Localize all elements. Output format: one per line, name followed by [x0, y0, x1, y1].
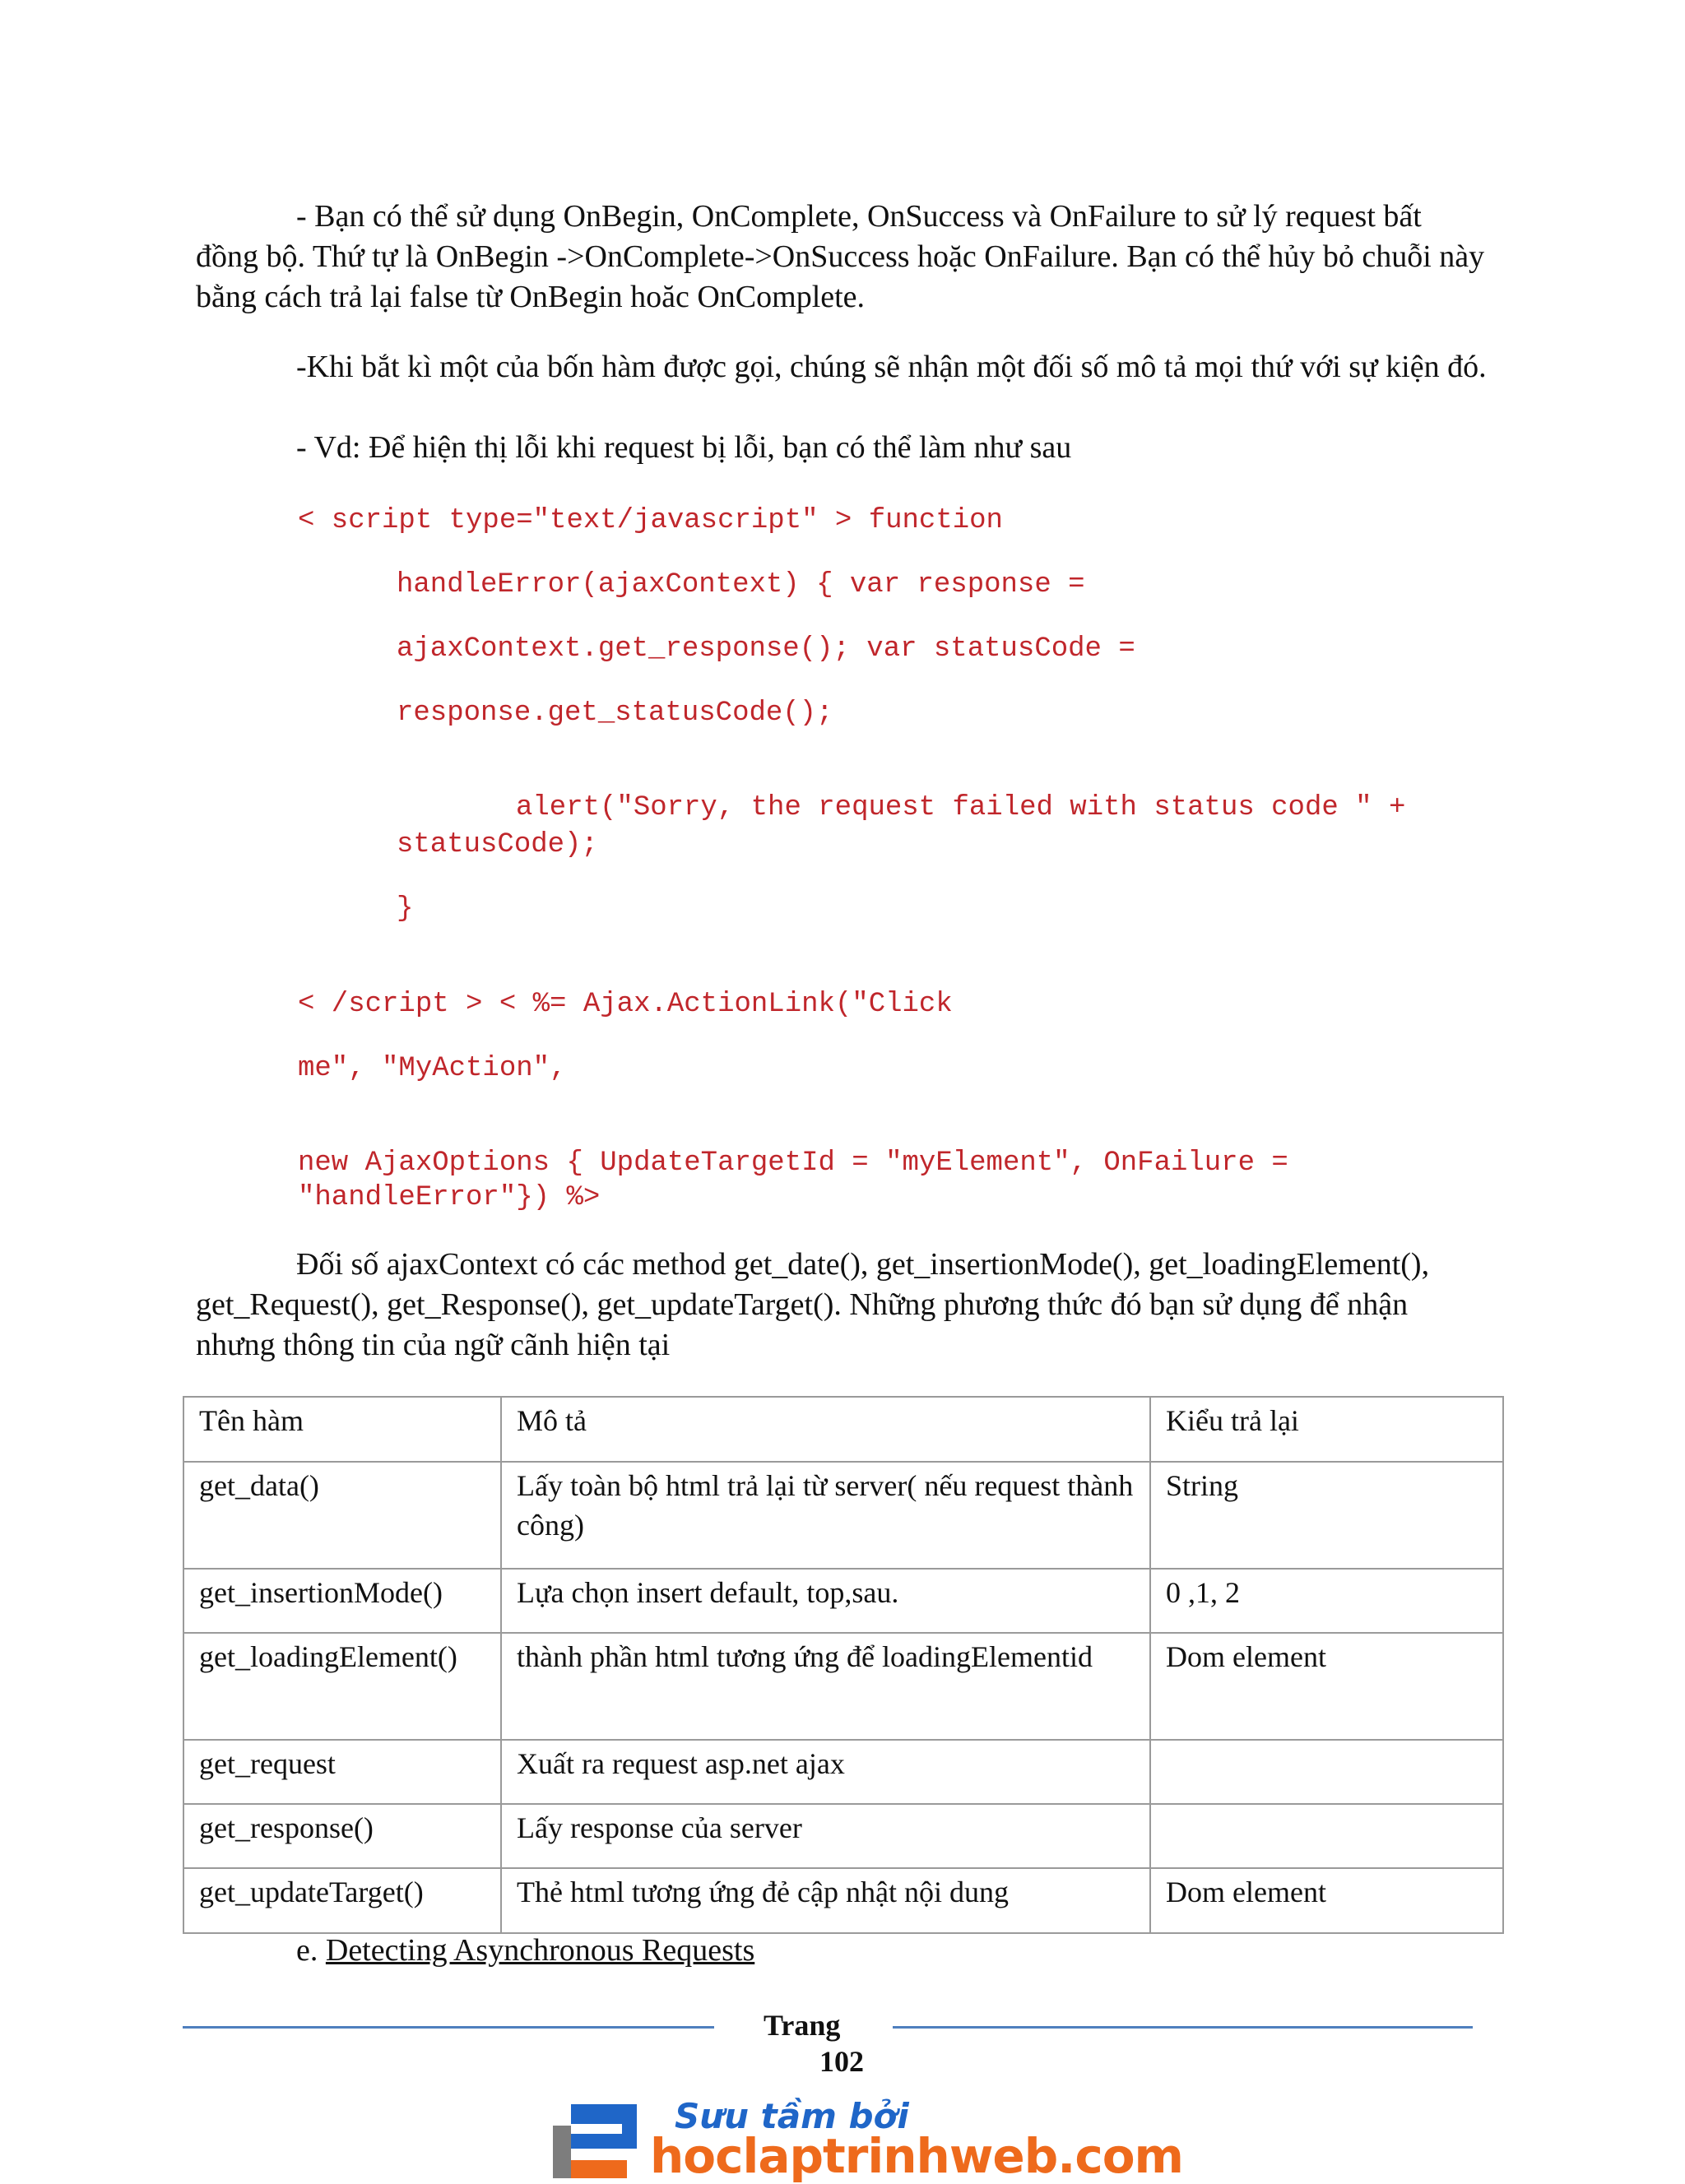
- table-cell: get_response(): [183, 1804, 501, 1868]
- table-cell: get_request: [183, 1740, 501, 1804]
- code-line-3: ajaxContext.get_response(); var statusCode =: [397, 633, 1135, 665]
- table-cell: Xuất ra request asp.net ajax: [501, 1740, 1150, 1804]
- paragraph-async-events: - Bạn có thể sử dụng OnBegin, OnComplete, OnSuccess và OnFailure to sử lý request bất đồng bộ. Thứ tự là OnBegin ->OnComplete->OnSuccess hoặc OnFailure. Bạn có thể hủy bỏ chuỗi này bằng cách trả lại false từ OnBegin hoăc OnComplete.: [196, 199, 1485, 314]
- table-cell: Dom element: [1150, 1633, 1503, 1740]
- table-cell: Thẻ html tương ứng đẻ cập nhật nội dung: [501, 1868, 1150, 1933]
- section-heading: [296, 1930, 754, 1971]
- code-line-11: "handleError"}) %>: [298, 1182, 601, 1213]
- site-logo: [553, 2096, 1183, 2184]
- table-cell: 0 ,1, 2: [1150, 1569, 1503, 1633]
- table-row: [183, 1633, 1503, 1740]
- table-cell: get_insertionMode(): [183, 1569, 501, 1633]
- header-cell: Kiểu trả lại: [1150, 1397, 1503, 1462]
- code-line-9: me", "MyAction",: [298, 1053, 567, 1084]
- table-cell: String: [1150, 1462, 1503, 1569]
- table-cell: Lấy toàn bộ html trả lại từ server( nếu request thành công): [501, 1462, 1150, 1569]
- paragraph-example-intro: - Vd: Để hiện thị lỗi khi request bị lỗi, bạn có thể làm như sau: [296, 430, 1072, 465]
- table-row: [183, 1569, 1503, 1633]
- code-line-10: new AjaxOptions { UpdateTargetId = "myElement", OnFailure =: [298, 1148, 1288, 1179]
- table-row: [183, 1804, 1503, 1868]
- code-line-5: alert("Sorry, the request failed with status code " +: [516, 792, 1406, 823]
- code-line-6: statusCode);: [397, 829, 598, 860]
- section-prefix: e.: [296, 1933, 326, 1968]
- code-line-1: < script type="text/javascript" > function: [298, 505, 1003, 536]
- table-row: [183, 1868, 1503, 1933]
- table-header-row: [183, 1397, 1503, 1462]
- code-line-7: }: [397, 893, 414, 925]
- table-row: [183, 1740, 1503, 1804]
- code-line-8: < /script > < %= Ajax.ActionLink("Click: [298, 989, 953, 1020]
- section-link[interactable]: Detecting Asynchronous Requests: [325, 1933, 755, 1968]
- table-row: [183, 1462, 1503, 1569]
- footer-rule-left: [183, 2026, 714, 2029]
- table-cell: Lựa chọn insert default, top,sau.: [501, 1569, 1150, 1633]
- page-number: 102: [819, 2045, 864, 2078]
- header-cell: Tên hàm: [183, 1397, 501, 1462]
- code-line-2: handleError(ajaxContext) { var response =: [397, 569, 1085, 600]
- table-cell: thành phần html tương ứng để loadingElementid: [501, 1633, 1150, 1740]
- table-cell: get_loadingElement(): [183, 1633, 501, 1740]
- header-cell: Mô tả: [501, 1397, 1150, 1462]
- paragraph-ajaxcontext-methods: Đối số ajaxContext có các method get_date(), get_insertionMode(), get_loadingElement(), get_Request(), get_Response(), get_updateTarget(). Những phương thức đó bạn sử dụng để nhận nhưng thông tin của ngữ cãnh hiện tại: [196, 1247, 1430, 1362]
- table-cell: [1150, 1740, 1503, 1804]
- table-cell: get_data(): [183, 1462, 501, 1569]
- logo-mark-icon: [553, 2101, 638, 2180]
- methods-table: [183, 1396, 1504, 1934]
- logo-tagline: Sưu tầm bởi: [675, 2096, 909, 2136]
- footer-rule-right: [893, 2026, 1473, 2029]
- code-line-4: response.get_statusCode();: [397, 698, 833, 729]
- logo-site-name: hoclaptrinhweb.com: [650, 2128, 1183, 2184]
- table-cell: Lấy response của server: [501, 1804, 1150, 1868]
- paragraph-event-argument: -Khi bắt kì một của bốn hàm được gọi, chúng sẽ nhận một đối số mô tả mọi thứ với sự kiện đó.: [296, 350, 1487, 384]
- page-label: Trang: [764, 2009, 841, 2042]
- table-cell: Dom element: [1150, 1868, 1503, 1933]
- table-cell: [1150, 1804, 1503, 1868]
- table-cell: get_updateTarget(): [183, 1868, 501, 1933]
